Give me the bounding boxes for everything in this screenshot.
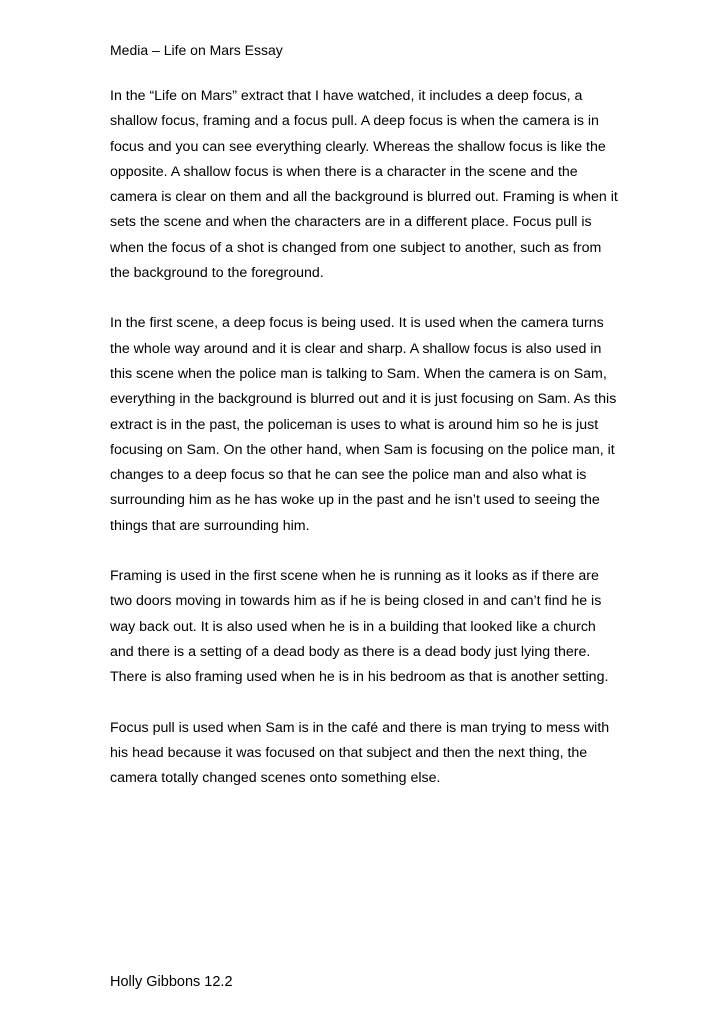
paragraph-deep-focus: In the first scene, a deep focus is being used. It is used when the camera turns the whole way around and it is clear and sharp. A shallow focus is also used in this scene when the police man is talking to Sam. When the camera is on Sam, everything in the background is blurred out and it is just focusing on Sam. As this extract is in the past, the policeman is uses to what is around him so he is just focusing on Sam. On the other hand, when Sam is focusing on the police man, it changes to a deep focus so that he can see the police man and also what is surrounding him as he has woke up in the past and he isn’t used to seeing the things that are surrounding him. [110,315,617,534]
page-header: Media – Life on Mars Essay [110,42,283,58]
paragraph-focus-pull: Focus pull is used when Sam is in the café and there is man trying to mess with his head because it was focused on that subject and then the next thing, the camera totally changed scenes onto something else. [110,719,610,787]
paragraph-intro: In the “Life on Mars” extract that I have watched, it includes a deep focus, a shallow focus, framing and a focus pull. A deep focus is when the camera is in focus and you can see everything clearly. Whereas the shallow focus is like the opposite. A shallow focus is when there is a character in the scene and the camera is clear on them and all the background is blurred out. Framing is when it sets the scene and when the characters are in a different place. Focus pull is when the focus of a shot is changed from one subject to another, such as from the background to the foreground. [110,88,618,282]
essay-body [110,84,620,816]
page-footer: Holly Gibbons 12.2 [110,974,233,990]
paragraph-framing: Framing is used in the first scene when he is running as it looks as if there are two doors moving in towards him as if he is being closed in and can’t find he is way back out. It is also used when he is in a building that looked like a church and there is a setting of a dead body as there is a dead body just lying there. There is also framing used when he is in his bedroom as that is another setting. [110,568,609,686]
